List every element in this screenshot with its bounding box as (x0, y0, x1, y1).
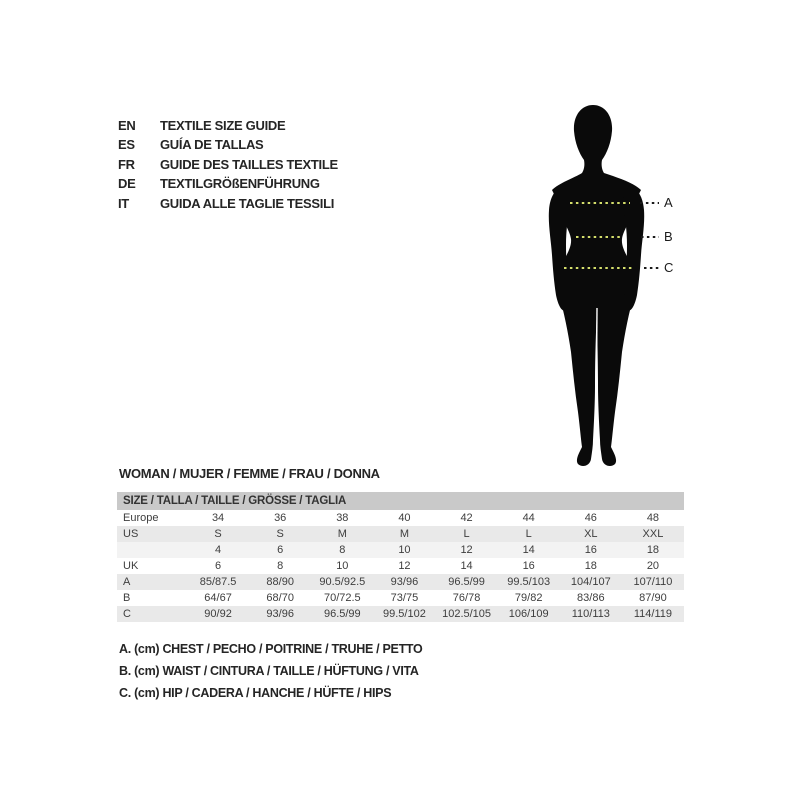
language-title: GUIDE DES TAILLES TEXTILE (160, 156, 338, 172)
size-cell: 16 (522, 560, 535, 572)
woman-silhouette-left-arm (549, 185, 571, 311)
size-cell: 104/107 (570, 576, 611, 588)
size-cell: 93/96 (390, 576, 419, 588)
size-cell: 8 (277, 560, 284, 572)
size-cell: 87/90 (639, 592, 667, 604)
size-cell: 20 (646, 560, 660, 572)
size-cell: 90.5/92.5 (319, 576, 366, 588)
language-row-es (118, 135, 338, 154)
size-cell: 88/90 (266, 576, 294, 588)
size-cell: 96.5/99 (448, 576, 485, 588)
size-cell: 70/72.5 (323, 592, 361, 604)
size-cell: 99.5/102 (383, 608, 426, 620)
legend-chest: A. (cm) CHEST / PECHO / POITRINE / TRUHE / PETTO (119, 642, 423, 656)
section-heading-woman: WOMAN / MUJER / FEMME / FRAU / DONNA (119, 466, 380, 481)
size-cell: 40 (398, 512, 411, 524)
size-cell: 106/109 (508, 608, 549, 620)
size-cell: S (214, 528, 222, 540)
table-row-hip-c (117, 606, 684, 622)
size-cell: 4 (215, 544, 222, 556)
size-cell: 76/78 (452, 592, 481, 604)
size-cell: 14 (522, 544, 535, 556)
size-cell: 10 (398, 544, 411, 556)
size-cell: 46 (584, 512, 597, 524)
size-cell: XL (584, 528, 598, 540)
table-row-uk (117, 558, 684, 574)
size-cell: 114/119 (633, 608, 672, 620)
legend-waist: B. (cm) WAIST / CINTURA / TAILLE / HÜFTUNG / VITA (119, 664, 419, 678)
row-label (117, 542, 187, 558)
size-cell: L (463, 528, 470, 540)
language-title: GUÍA DE TALLAS (160, 137, 264, 153)
size-cell: 44 (522, 512, 535, 524)
size-cell: 64/67 (204, 592, 232, 604)
size-cell: 12 (398, 560, 411, 572)
size-cell: 6 (215, 560, 222, 572)
language-row-fr (118, 155, 338, 174)
row-label: Europe (123, 512, 159, 524)
legend-hip: C. (cm) HIP / CADERA / HANCHE / HÜFTE / HIPS (119, 686, 392, 700)
measurement-legend (119, 638, 422, 704)
language-title: GUIDA ALLE TAGLIE TESSILI (160, 195, 335, 211)
size-cell: 96.5/99 (323, 608, 361, 620)
language-row-it (118, 194, 338, 213)
waist-measure-label: B (664, 229, 673, 244)
size-cell: 16 (584, 544, 597, 556)
size-cell: 90/92 (204, 608, 232, 620)
row-label: A (123, 576, 131, 588)
language-row-en (118, 116, 338, 135)
table-row-us-numeric (117, 542, 684, 558)
size-cell: S (276, 528, 284, 540)
size-cell: 14 (460, 560, 473, 572)
size-cell: 68/70 (266, 592, 294, 604)
language-title-list (118, 116, 338, 213)
language-code: DE (118, 176, 136, 192)
chest-measure-label: A (664, 195, 673, 210)
row-label: US (123, 528, 139, 540)
size-cell: 18 (646, 544, 660, 556)
table-row-chest-a (117, 574, 684, 590)
size-cell: 93/96 (266, 608, 294, 620)
size-cell: 83/86 (577, 592, 605, 604)
table-row-us-letters (117, 526, 684, 542)
size-cell: 42 (460, 512, 473, 524)
size-cell: 48 (646, 512, 660, 524)
size-cell: 107/110 (633, 576, 673, 588)
language-row-de (118, 174, 338, 193)
size-cell: 73/75 (390, 592, 419, 604)
size-cell: 8 (339, 544, 346, 556)
size-cell: 10 (336, 560, 349, 572)
size-cell: 85/87.5 (199, 576, 237, 588)
size-cell: 6 (277, 544, 284, 556)
row-label: B (123, 592, 131, 604)
size-cell: 79/82 (514, 592, 543, 604)
language-code: EN (118, 118, 136, 133)
row-label: C (123, 608, 131, 620)
size-cell: L (525, 528, 532, 540)
hip-measure-label: C (664, 260, 674, 275)
table-row-waist-b (117, 590, 684, 606)
language-code: ES (118, 137, 135, 153)
size-cell: 102.5/105 (442, 608, 492, 620)
size-cell: XXL (642, 528, 664, 540)
size-table-header: SIZE / TALLA / TAILLE / GRÖSSE / TAGLIA (117, 492, 684, 510)
language-code: IT (118, 195, 129, 211)
woman-silhouette-figure (500, 95, 700, 480)
size-cell: 36 (274, 512, 287, 524)
size-cell: 99.5/103 (507, 576, 551, 588)
language-title: TEXTILGRÖßENFÜHRUNG (160, 176, 320, 192)
size-cell: M (337, 528, 347, 540)
size-cell: 38 (336, 512, 349, 524)
size-cell: 18 (584, 560, 597, 572)
size-cell: 34 (211, 512, 225, 524)
leg-gap-line (596, 308, 597, 436)
table-row-europe (117, 510, 684, 526)
language-code: FR (118, 156, 135, 172)
size-cell: M (399, 528, 410, 540)
size-table (117, 492, 684, 622)
language-title: TEXTILE SIZE GUIDE (160, 118, 286, 133)
size-cell: 12 (460, 544, 473, 556)
row-label: UK (123, 560, 139, 572)
size-cell: 110/113 (571, 608, 610, 620)
